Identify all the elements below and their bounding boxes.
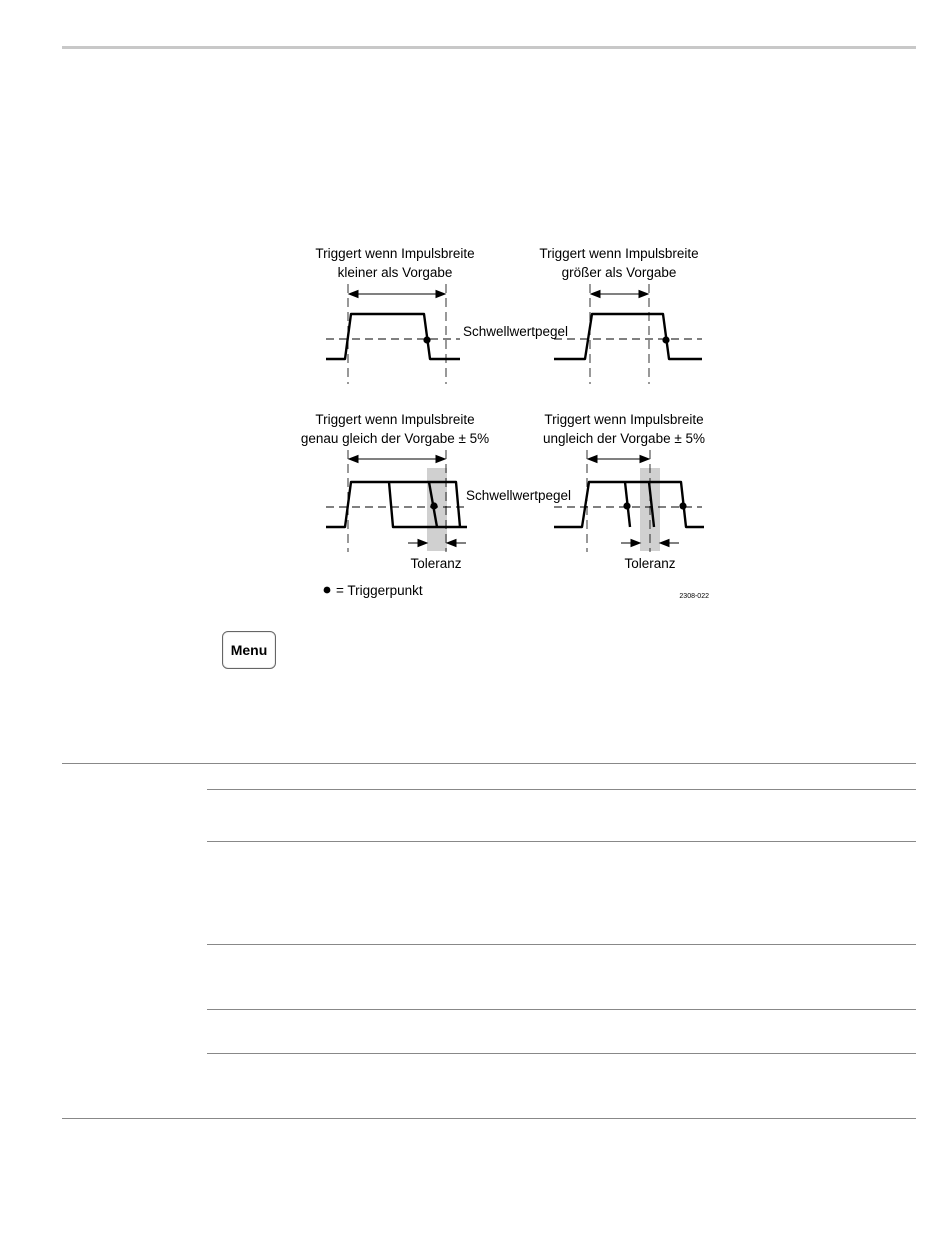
trigger-point-legend-icon (324, 587, 331, 594)
menu-button[interactable]: Menu (222, 631, 276, 669)
tolerance-label-right: Toleranz (624, 556, 676, 571)
bottom-left-caption-line2: genau gleich der Vorgabe ± 5% (300, 431, 490, 446)
table-row-divider (207, 841, 916, 842)
tolerance-label-left: Toleranz (410, 556, 462, 571)
legend-text: = Triggerpunkt (336, 583, 423, 598)
bottom-right-caption-line1: Triggert wenn Impulsbreite (544, 412, 704, 427)
top-left-caption-line2: kleiner als Vorgabe (337, 265, 453, 280)
table-row-divider (207, 1009, 916, 1010)
top-left-caption-line1: Triggert wenn Impulsbreite (315, 246, 475, 261)
figure-id: 2308-022 (679, 593, 709, 600)
bottom-right-caption-line2: ungleich der Vorgabe ± 5% (542, 431, 706, 446)
top-right-caption-line1: Triggert wenn Impulsbreite (539, 246, 699, 261)
table-row-divider (207, 789, 916, 790)
table-rule-bottom (62, 1118, 916, 1119)
pulse-width-trigger-diagram (0, 0, 950, 620)
table-row-divider (207, 1053, 916, 1054)
tolerance-band-left (427, 468, 447, 551)
top-right-caption-line2: größer als Vorgabe (561, 265, 677, 280)
table-row-divider (207, 944, 916, 945)
table-rule-top (62, 763, 916, 764)
threshold-label-top: Schwellwertpegel (463, 324, 569, 339)
tolerance-arrows (408, 540, 679, 547)
bottom-left-caption-line1: Triggert wenn Impulsbreite (315, 412, 475, 427)
threshold-label-bottom: Schwellwertpegel (466, 488, 572, 503)
